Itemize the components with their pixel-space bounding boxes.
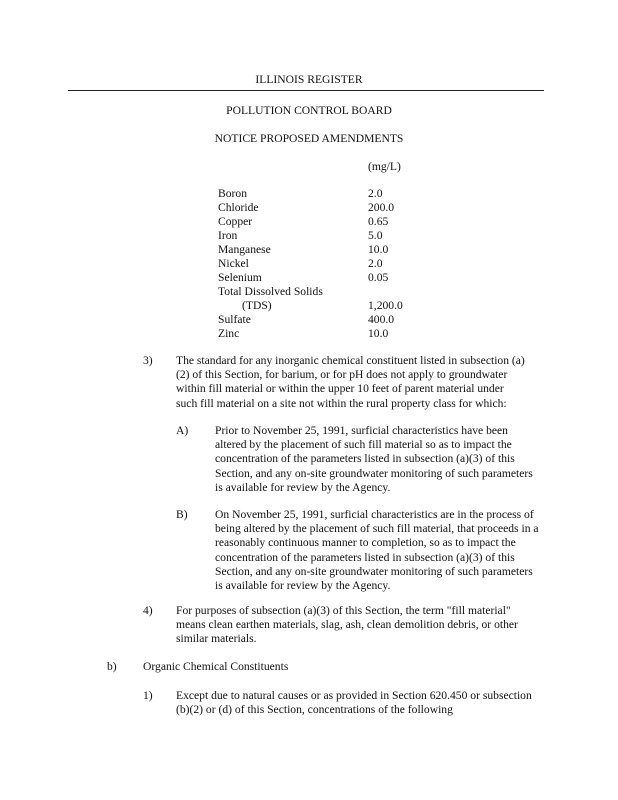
table-row xyxy=(218,299,418,313)
table-row xyxy=(218,201,418,215)
table-row xyxy=(218,271,418,285)
constituent-value: 10.0 xyxy=(368,327,389,340)
item-text: For purposes of subsection (a)(3) of this Section, the term "fill material" means clean earthen materials, slag, ash, clean demolition debris, or other similar materials. xyxy=(176,604,518,646)
item-label: 1) xyxy=(143,689,153,702)
item-label: 3) xyxy=(143,354,153,367)
item-label: A) xyxy=(176,424,189,437)
table-row xyxy=(218,285,418,299)
item-label: B) xyxy=(176,508,188,521)
table-row xyxy=(218,187,418,201)
board-title: POLLUTION CONTROL BOARD xyxy=(226,104,392,117)
constituent-value: 1,200.0 xyxy=(368,299,403,312)
constituent-value: 200.0 xyxy=(368,201,395,214)
constituent-name: Selenium xyxy=(218,271,262,284)
constituent-value: 0.65 xyxy=(368,215,389,228)
constituent-name: Manganese xyxy=(218,243,271,256)
section-label: b) xyxy=(107,660,117,673)
header-rule xyxy=(68,90,544,91)
constituent-name: Boron xyxy=(218,187,247,200)
constituent-name: Nickel xyxy=(218,257,249,270)
unit-label: (mg/L) xyxy=(368,160,401,173)
constituent-name: Copper xyxy=(218,215,253,228)
table-row xyxy=(218,313,418,327)
notice-title: NOTICE PROPOSED AMENDMENTS xyxy=(214,132,404,145)
constituent-value: 5.0 xyxy=(368,229,383,242)
item-label: 4) xyxy=(143,604,153,617)
table-row xyxy=(218,229,418,243)
constituent-name: Total Dissolved Solids xyxy=(218,285,323,298)
item-text: On November 25, 1991, surficial characteristics are in the process of being altered by the placement of such fill material, that proceeds in a reasonably continuous manner to completion, so as to impact the concentration of the parameters listed in subsection (a)(3) of this Section, and any on-site groundwater monitoring of such parameters is available for review by the Agency. xyxy=(215,508,539,593)
section-heading: Organic Chemical Constituents xyxy=(143,660,289,673)
item-text: Except due to natural causes or as provided in Section 620.450 or subsection (b)(2) or (d) of this Section, concentrations of the following xyxy=(176,689,532,717)
table-row xyxy=(218,215,418,229)
constituent-name: Zinc xyxy=(218,327,240,340)
item-text: The standard for any inorganic chemical constituent listed in subsection (a)(2) of this Section, for barium, or for pH does not apply to groundwater within fill material or within the upper 10 feet of parent material under such fill material on a site not within the rural property class for which: xyxy=(176,354,525,410)
table-row xyxy=(218,327,418,341)
constituent-value: 2.0 xyxy=(368,187,383,200)
constituent-value: 0.05 xyxy=(368,271,389,284)
constituent-name: Chloride xyxy=(218,201,259,214)
constituent-name: (TDS) xyxy=(242,299,272,312)
register-title: ILLINOIS REGISTER xyxy=(255,73,363,86)
constituent-name: Iron xyxy=(218,229,238,242)
table-row xyxy=(218,257,418,271)
constituent-value: 2.0 xyxy=(368,257,383,270)
constituent-value: 400.0 xyxy=(368,313,395,326)
table-row xyxy=(218,243,418,257)
constituent-name: Sulfate xyxy=(218,313,251,326)
item-text: Prior to November 25, 1991, surficial characteristics have been altered by the placement of such fill material so as to impact the concentration of the parameters listed in subsection (a)(3) of this Section, and any on-site groundwater monitoring of such parameters is available for review by the Agency. xyxy=(215,424,533,494)
constituent-value: 10.0 xyxy=(368,243,389,256)
